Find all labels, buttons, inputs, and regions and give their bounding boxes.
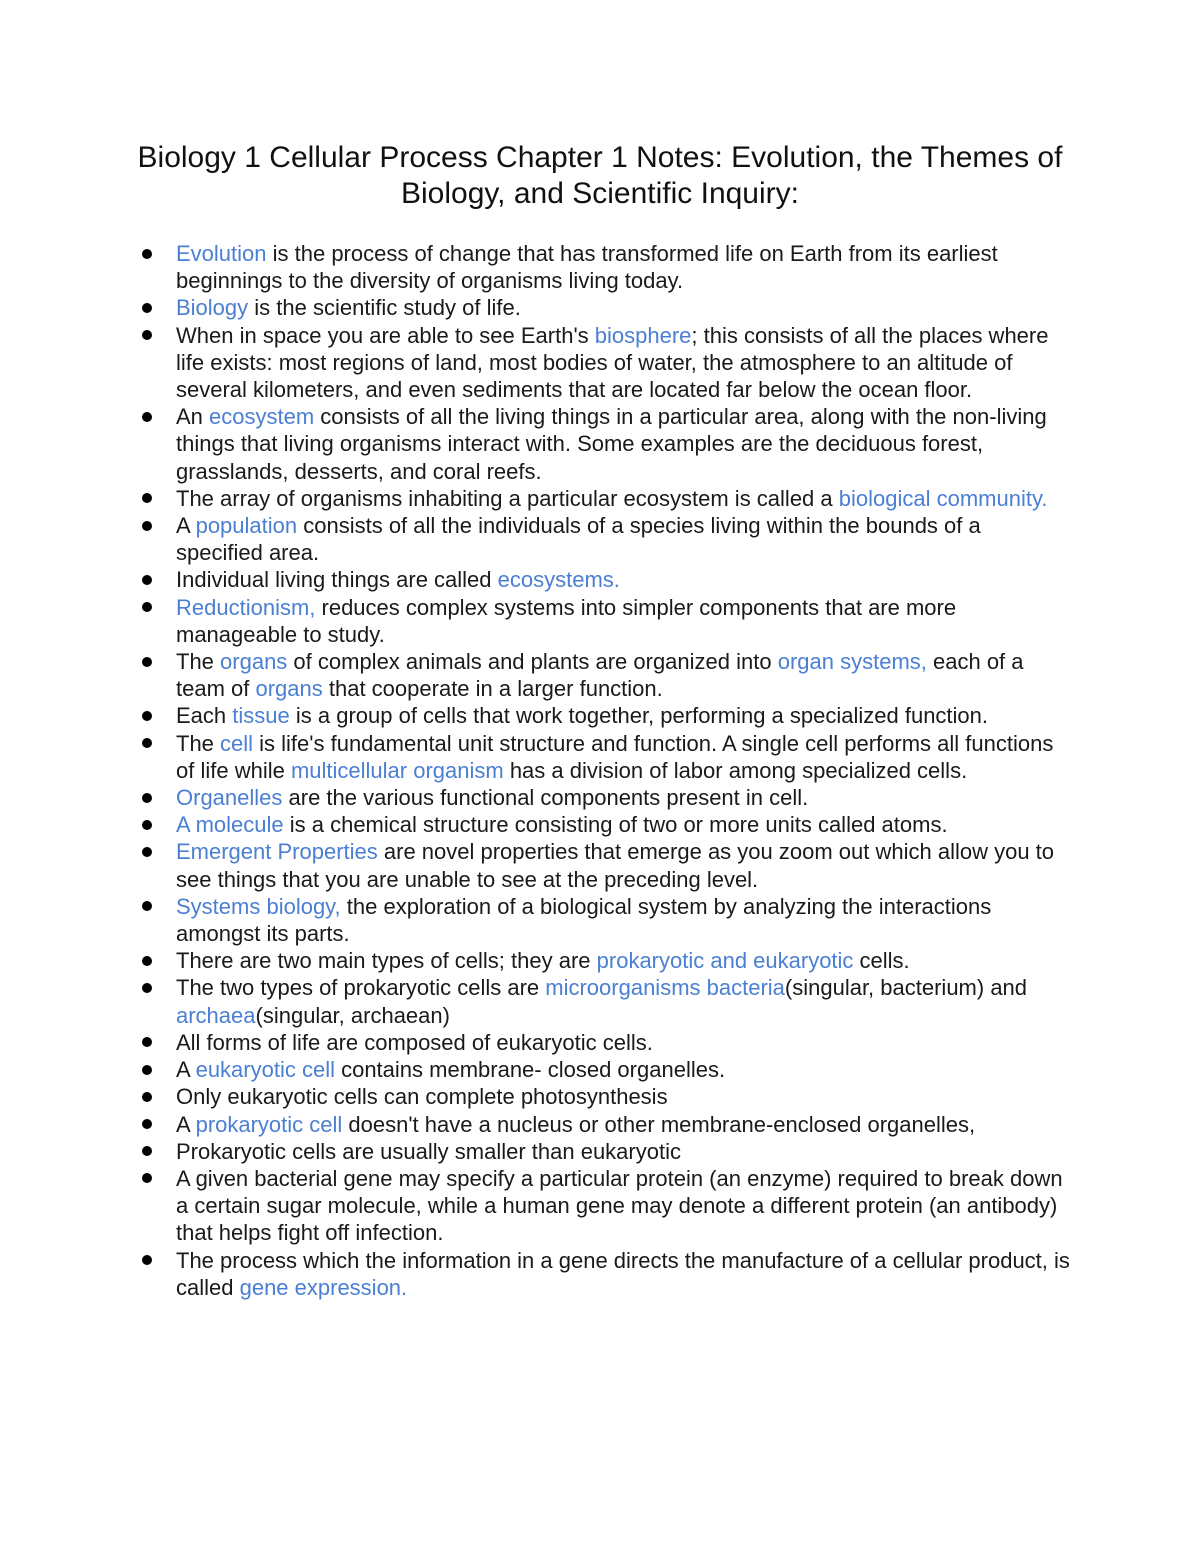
bullet-icon: [142, 521, 152, 531]
bullet-icon: [142, 1173, 152, 1183]
bullet-icon: [142, 1092, 152, 1102]
note-text: are the various functional components present in cell.: [282, 785, 809, 811]
list-item: [140, 1083, 1070, 1110]
highlighted-term: cell: [220, 730, 254, 756]
highlighted-term: organs: [255, 676, 323, 702]
list-item: [140, 648, 1070, 702]
note-text: Prokaryotic cells are usually smaller than eukaryotic: [176, 1138, 681, 1164]
bullet-icon: [142, 1119, 152, 1129]
note-text: The process which the information in a gene directs the manufacture of a cellular product, is called: [176, 1247, 1070, 1300]
note-text: A: [176, 513, 196, 539]
note-text: is life's fundamental unit structure and function. A single cell performs all functions of life while: [176, 730, 1054, 783]
note-text: When in space you are able to see Earth's: [176, 322, 595, 348]
note-text: has a division of labor among specialized cells.: [503, 757, 968, 783]
list-item: [140, 512, 1070, 566]
bullet-icon: [142, 901, 152, 911]
note-text: The: [176, 649, 221, 675]
list-item: [140, 594, 1070, 648]
list-item: [140, 947, 1070, 974]
highlighted-term: A molecule: [176, 812, 284, 838]
note-text: All forms of life are composed of eukaryotic cells.: [176, 1029, 653, 1055]
bullet-icon: [142, 493, 152, 503]
note-text: is a group of cells that work together, performing a specialized function.: [289, 703, 989, 729]
highlighted-term: ecosystem: [209, 404, 315, 430]
highlighted-term: eukaryotic cell: [195, 1057, 335, 1083]
highlighted-term: microorganisms bacteria: [545, 975, 785, 1001]
bullet-icon: [142, 412, 152, 422]
bullet-icon: [142, 1065, 152, 1075]
list-item: [140, 838, 1070, 892]
note-text: contains membrane- closed organelles.: [334, 1057, 726, 1083]
note-text: doesn't have a nucleus or other membrane-enclosed organelles,: [342, 1111, 976, 1137]
note-text: each of a team of: [176, 649, 1024, 702]
bullet-icon: [142, 602, 152, 612]
note-text: the exploration of a biological system by analyzing the interactions amongst its parts.: [176, 893, 992, 947]
note-text: A: [176, 1057, 196, 1083]
list-item: [140, 1247, 1070, 1301]
note-text: cells.: [853, 948, 910, 974]
bullet-icon: [142, 711, 152, 721]
bullet-icon: [142, 657, 152, 667]
highlighted-term: Reductionism,: [176, 594, 316, 620]
highlighted-term: organs: [220, 649, 288, 675]
note-text: A given bacterial gene may specify a particular protein (an enzyme) required to break down a certain sugar molecule, while a human gene may denote a different protein (an antibody) that helps fight off infection.: [176, 1165, 1063, 1246]
bullet-icon: [142, 575, 152, 585]
page-title: Biology 1 Cellular Process Chapter 1 Notes: Evolution, the Themes of Biology, and Scientific Inquiry:: [137, 141, 1063, 210]
list-item: [140, 1029, 1070, 1056]
bullet-icon: [142, 956, 152, 966]
note-text: is the process of change that has transformed life on Earth from its earliest beginnings to the diversity of organisms living today.: [176, 241, 998, 294]
highlighted-term: biosphere: [594, 322, 692, 348]
list-item: [140, 811, 1070, 838]
list-item: [140, 702, 1070, 729]
highlighted-term: population: [195, 513, 298, 539]
highlighted-term: Emergent Properties: [176, 839, 378, 865]
note-text: are novel properties that emerge as you zoom out which allow you to see things that you are unable to see at the preceding level.: [176, 839, 1055, 892]
highlighted-term: Organelles: [176, 785, 283, 811]
bullet-icon: [142, 303, 152, 313]
bullet-icon: [142, 793, 152, 803]
list-item: [140, 240, 1070, 294]
bullet-icon: [142, 330, 152, 340]
bullet-icon: [142, 1146, 152, 1156]
note-text: (singular, bacterium) and: [784, 975, 1028, 1001]
highlighted-term: Evolution: [176, 241, 267, 266]
note-text: is a chemical structure consisting of two or more units called atoms.: [283, 812, 948, 838]
list-item: [140, 1111, 1070, 1138]
highlighted-term: prokaryotic and eukaryotic: [596, 948, 854, 974]
bullet-icon: [142, 249, 152, 259]
note-text: consists of all the individuals of a species living within the bounds of a specified area.: [176, 513, 981, 566]
highlighted-term: ecosystems.: [497, 567, 620, 593]
list-item: [140, 294, 1070, 321]
bullet-icon: [142, 738, 152, 748]
list-item: [140, 403, 1070, 485]
highlighted-term: Systems biology,: [176, 893, 341, 919]
note-text: (singular, archaean): [255, 1002, 450, 1028]
list-item: [140, 893, 1070, 947]
note-text: Each: [176, 703, 233, 729]
highlighted-term: tissue: [232, 703, 290, 729]
highlighted-term: prokaryotic cell: [195, 1111, 343, 1137]
highlighted-term: multicellular organism: [290, 757, 504, 783]
highlighted-term: gene expression.: [239, 1274, 408, 1300]
highlighted-term: biological community.: [838, 485, 1048, 511]
note-text: The array of organisms inhabiting a particular ecosystem is called a: [176, 485, 839, 511]
list-item: [140, 1165, 1070, 1247]
bullet-icon: [142, 1255, 152, 1265]
note-text: The two types of prokaryotic cells are: [176, 975, 546, 1001]
list-item: [140, 1056, 1070, 1083]
bullet-icon: [142, 1037, 152, 1047]
note-text: Individual living things are called: [176, 567, 498, 593]
list-item: [140, 322, 1070, 404]
note-text: The: [176, 730, 221, 756]
note-text: of complex animals and plants are organized into: [287, 649, 778, 675]
note-text: that cooperate in a larger function.: [322, 676, 663, 702]
note-text: Only eukaryotic cells can complete photosynthesis: [176, 1084, 668, 1110]
notes-list: [140, 240, 1070, 1301]
list-item: [140, 566, 1070, 593]
note-text: is the scientific study of life.: [248, 295, 521, 321]
bullet-icon: [142, 820, 152, 830]
note-text: reduces complex systems into simpler components that are more manageable to study.: [176, 594, 957, 647]
note-text: A: [176, 1111, 196, 1137]
note-text: ; this consists of all the places where life exists: most regions of land, most bodies of water, the atmosphere to an altitude of several kilometers, and even sediments that are located far below the ocean floor.: [176, 322, 1049, 403]
highlighted-term: archaea: [176, 1002, 256, 1028]
note-text: There are two main types of cells; they are: [176, 948, 597, 974]
list-item: [140, 1138, 1070, 1165]
list-item: [140, 784, 1070, 811]
bullet-icon: [142, 847, 152, 857]
note-text: consists of all the living things in a particular area, along with the non-living things that living organisms interact with. Some examples are the deciduous forest, grasslands, desserts, and coral reefs.: [176, 404, 1047, 484]
highlighted-term: Biology: [176, 295, 249, 321]
list-item: [140, 974, 1070, 1028]
note-text: An: [176, 404, 210, 430]
list-item: [140, 730, 1070, 784]
highlighted-term: organ systems,: [777, 649, 927, 675]
list-item: [140, 485, 1070, 512]
bullet-icon: [142, 983, 152, 993]
